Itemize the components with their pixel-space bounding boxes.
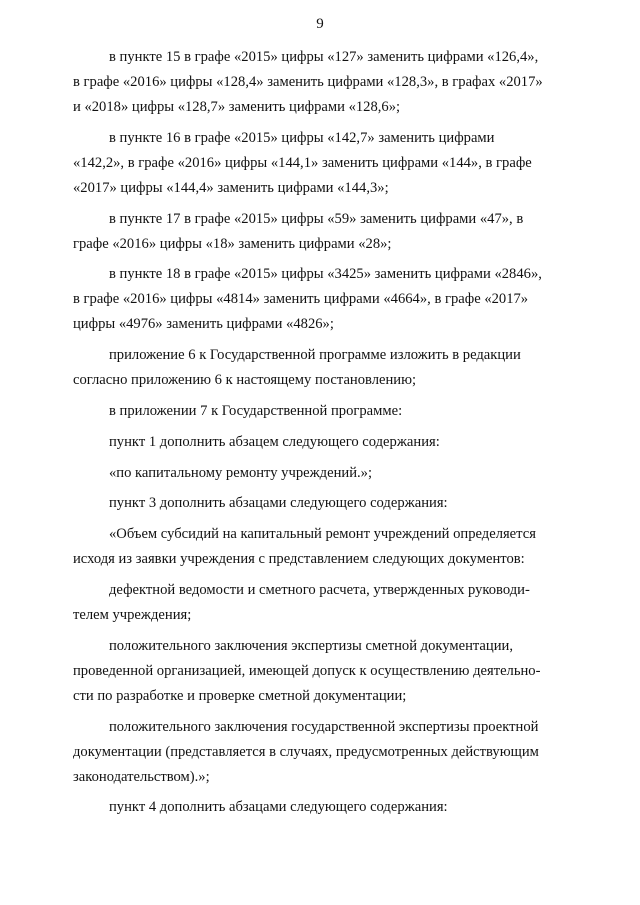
paragraph-appendix-6: приложение 6 к Государственной программе изложить в редакции согласно приложению 6 к настоящему постановлению; — [73, 347, 521, 389]
paragraph-state-expertise: положительного заключения государственной экспертизы проектной документации (представляется в случаях, предусмотренных действующим законодательством).»; — [73, 718, 539, 785]
paragraph-item-16: в пункте 16 в графе «2015» цифры «142,7» заменить цифрами «142,2», в графе «2016» цифры «144,1» заменить цифрами «144», в графе «2017» цифры «144,4» заменить цифрами «144,3»; — [73, 129, 532, 196]
document-body — [73, 45, 561, 826]
page-number: 9 — [316, 16, 324, 32]
paragraph-point-4: пункт 4 дополнить абзацами следующего содержания: — [109, 799, 448, 816]
paragraph-point-1: пункт 1 дополнить абзацем следующего содержания: — [109, 433, 440, 450]
paragraph-defect-statement: дефектной ведомости и сметного расчета, утвержденных руководи- телем учреждения; — [73, 581, 530, 623]
paragraph-appendix-7: в приложении 7 к Государственной программе: — [109, 402, 403, 419]
paragraph-item-17: в пункте 17 в графе «2015» цифры «59» заменить цифрами «47», в графе «2016» цифры «18» заменить цифрами «28»; — [73, 210, 524, 252]
paragraph-point-1-text: «по капитальному ремонту учреждений.»; — [109, 464, 373, 481]
paragraph-estimate-expertise: положительного заключения экспертизы сметной документации, проведенной организацией, имеющей допуск к осуществлению деятельно- сти по разработке и проверке сметной документации; — [73, 637, 541, 704]
paragraph-item-18: в пункте 18 в графе «2015» цифры «3425» заменить цифрами «2846», в графе «2016» цифры «4814» заменить цифрами «4664», в графе «2017» цифры «4976» заменить цифрами «4826»; — [73, 266, 542, 333]
paragraph-item-15: в пункте 15 в графе «2015» цифры «127» заменить цифрами «126,4», в графе «2016» цифры «128,4» заменить цифрами «128,3», в графах «2017» и «2018» цифры «128,7» заменить цифрами «128,6»; — [73, 49, 543, 115]
paragraph-subsidy-volume: «Объем субсидий на капитальный ремонт учреждений определяется исходя из заявки учреждения с представлением следующих документов: — [73, 526, 536, 568]
paragraph-point-3: пункт 3 дополнить абзацами следующего содержания: — [109, 495, 448, 512]
